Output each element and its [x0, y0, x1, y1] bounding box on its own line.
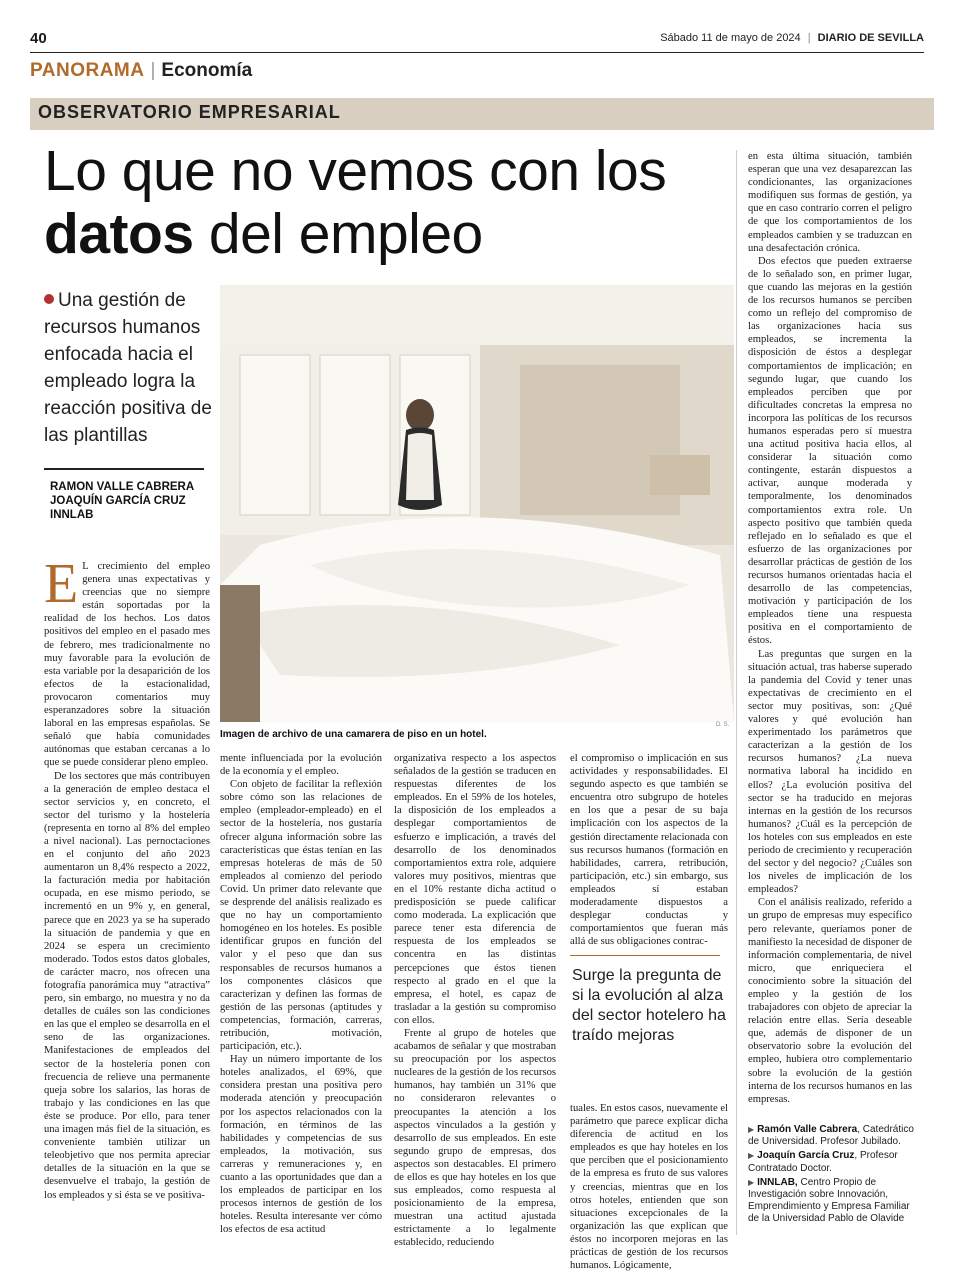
triangle-bullet-icon: ▶: [748, 1151, 755, 1161]
paragraph: mente influenciada por la evolución de la economía y el empleo.: [220, 753, 382, 778]
headline-part2: del empleo: [193, 202, 483, 266]
pull-quote: Surge la pregunta de si la evolución al alza del sector hotelero ha traído mejoras: [572, 967, 726, 1044]
column-3: [394, 752, 556, 1249]
drop-cap: E: [44, 553, 79, 615]
paragraph: Frente al grupo de hoteles que acabamos de señalar y que mostraban su preocupación por los aspectos nucleares de la gestión de los recursos humanos, hay también un 31% que no consideraron relevantes o preocupantes la atención a los aspectos vinculados a la gestión y desarrollo de sus empleados. En este segundo grupo de empresas, dos aspectos son destacables. El primero de ellos es que hay hoteles en los que sus empleados, como respuesta al posicionamiento de la empresa, muestran una actitud ajustada estrictamente a lo legalmente establecido, reduciendo: [394, 1027, 556, 1249]
deck-text: Una gestión de recursos humanos enfocada hacia el empleado logra la reacción positiva de las plantillas: [44, 290, 212, 446]
byline: [50, 480, 220, 522]
paragraph: Hay un número importante de los hoteles analizados, el 69%, que considera prestan una positiva pero moderada atención y preocupación por los aspectos relacionados con la formación, en términos de las habilidades y competencias de sus empleados, la motivación, sus carreras y remuneraciones y, en cuanto a las oportunidades que dan a los empleados de participar en los procesos internos de gestión de los hoteles. Resulta interesante ver cómo los efectos de esa actitud: [220, 1054, 382, 1236]
paragraph: tuales. En estos casos, nuevamente el parámetro que parece explicar dicha diferencia de actitud en los empleados es que hay hoteles en los que perciben que el posicionamiento de la empresa es fruto de sus valores y creencias, mientras que en los otros hoteles, entienden que son situaciones excepcionales de la organización las que explican que éstos no incorporen mejoras en las prácticas de gestión de los recursos humanos. Lógicamente,: [570, 1103, 728, 1272]
hotel-photo: [220, 285, 734, 722]
subsection-name: Economía: [161, 60, 253, 81]
author-note: [748, 1177, 916, 1226]
triangle-bullet-icon: ▶: [748, 1177, 755, 1187]
photo-credit: D. S.: [716, 722, 730, 728]
section-separator: |: [150, 60, 156, 81]
column-2: [220, 752, 382, 1242]
column-4-bottom: [570, 1102, 728, 1272]
paragraph: Con objeto de facilitar la reflexión sobre cómo son las relaciones de empleo (empleador-empleado) en el sector de la hostelería, nos gustaría ofrecer alguna información sobre las características que éstas tenían en las empresas hoteleras de más de 50 empleados al comienzo del periodo Covid. Un primer dato relevante que se desprende del análisis realizado es que no hay un comportamiento homogéneo en los hoteles. Es posible identificar grupos en función del valor y el peso que dan sus responsables de recursos humanos a los componentes clásicos que caracterizan y definen las formas de gestión de las personas (aptitudes y competencias, formación, carreras, retribución, motivación, participación, etc.).: [220, 779, 382, 1053]
triangle-bullet-icon: ▶: [748, 1125, 755, 1134]
column-4-top: [570, 752, 728, 947]
observatorio-band: [30, 98, 934, 130]
paragraph: organizativa respecto a los aspectos señalados de la gestión se traducen en respuestas diferentes de los empleados. En el 59% de los hoteles, la disposición de los empleados a desplegar comportamientos de esfuerzo e implicación, a través del desarrollo de los denominados comportamientos extra role, adquiere valores muy positivos, mientras que en el 10% restante dicha actitud o predisposición se puede calificar como moderada. La explicación que parece tener esta diferencia de respuesta de los empleados se concentra en las distintas percepciones que éstos tienen respecto al grado en el que la empresa, el hotel, es capaz de trasladar a la gestión su compromiso con ellos.: [394, 753, 556, 1026]
issue-date: Sábado 11 de mayo de 2024: [660, 32, 801, 44]
paragraph: [44, 553, 210, 770]
author-note: [748, 1150, 916, 1174]
byline-author-2: JOAQUÍN GARCÍA CRUZ: [50, 495, 186, 507]
author-note-text: , Catedrático de Universidad. Profesor Jubilado.: [748, 1124, 914, 1148]
author-note-text: , Profesor Contratado Doctor.: [748, 1150, 898, 1174]
deck: [44, 287, 214, 449]
author-note-name: INNLAB,: [757, 1176, 798, 1188]
column-divider: [736, 150, 737, 1235]
paragraph: en esta última situación, también esperan que una vez desaparezcan las condicionantes, las organizaciones modifiquen sus formas de gestión, ya que en caso contrario corren el peligro de que los comportamientos de los empleados cambien y se traduzcan en una desafectación crónica.: [748, 151, 912, 254]
section-header: [30, 60, 252, 82]
paragraph: Con el análisis realizado, referido a un grupo de empresas muy específico pero relevante, queríamos poner de manifiesto la necesidad de disponer de información complementaria, de nivel micro, que enriqueciera el conocimiento sobre la situación del empleo y la gestión de los trabajadores con objeto de apreciar la relación entre ellas. Sería deseable que, además de disponer de un observatorio sobre la evolución del empleo, hubiera otro complementario sobre la evolución de la gestión interna de los recursos humanos en las empresas.: [748, 897, 912, 1105]
photo-caption: Imagen de archivo de una camarera de piso en un hotel.: [220, 729, 487, 740]
paragraph-text: L crecimiento del empleo genera unas expectativas y creencias que no siempre están soportadas por la realidad de los hechos. Los datos positivos del empleo en el pasado mes de febrero, mes tradicionalmente no muy favorable para la evolución de esta variable por la desaparición de los efectos de la estacionalidad, provocaron comentarios muy esperanzadores sobre la situación laboral en las empresas españolas. Se señaló que había comunidades autónomas que estaban cercanas a lo que se puede considerar pleno empleo.: [44, 561, 210, 769]
author-note-name: Ramón Valle Cabrera: [757, 1124, 858, 1135]
section-name: PANORAMA: [30, 60, 145, 81]
column-5: [748, 150, 912, 1122]
author-note-text: Centro Propio de Investigación sobre Innovación, Emprendimiento y Empresa Familiar de la Universidad Pablo de Olavide: [748, 1176, 910, 1225]
byline-rule: [44, 468, 204, 470]
paragraph: De los sectores que más contribuyen a la generación de empleo destaca el sector servicios y, en concreto, el sector del turismo y la hostelería (representa en torno al 8% del empleo a nivel nacional). Las pernoctaciones en el conjunto del año 2023 aumentaron un 8,4% respecto a 2022, la facturación media por habitación ocupada, en ese mismo periodo, se incrementó en un 9% y, en general, parece que en 2023 ya se ha superado la situación de pandemia y que en 2024 se espera un crecimiento moderado. Todos estos datos globales, de carácter macro, nos ofrecen una fotografía panorámica muy “atractiva” pero, sin embargo, no muestra y no da detalles de cuáles son las condiciones en las que el empleo se desarrolla en el seno de las organizaciones. Manifestaciones de empleados del sector de la hostelería ponen con frecuencia de relieve una permanente queja sobre los salarios, las horas de trabajo y las condiciones en las que éste se produce. Por ello, para tener una imagen más fiel de la situación, es conveniente también utilizar un teleobjetivo que nos permita apreciar detalles de la situación en la que se desenvuelve el trabajo, la gestión de los empleados y si ésta se ve positiva-: [44, 770, 210, 1201]
bullet-dot-icon: [44, 294, 54, 304]
band-label: OBSERVATORIO EMPRESARIAL: [38, 102, 341, 122]
column-1: [44, 553, 210, 1240]
paragraph: Dos efectos que pueden extraerse de lo señalado son, en primer lugar, que cuando las mejoras en la gestión de los recursos humanos se perciben como un reflejo del compromiso de las organizaciones hacia sus empleados, se incrementa la disposición de éstos a desplegar comportamientos de implicación; en segundo lugar, que cuando los empleados perciben que por dificultades concretas la empresa no incorpora las políticas de los recursos humanos esperadas pero sí muestra una actitud positiva hacia ellos, al considerar la situación como contingente, estarán dispuestos a activar, aunque moderada y temporalmente, los denominados comportamientos extra role. Un aspecto positivo que también queda reflejado en lo señalado es que el esfuerzo de las organizaciones por desarrollar prácticas de gestión de los recursos humanos orientadas hacia el desarrollo de las competencias, motivación y participación de los empleados tiene una respuesta positiva en el comportamiento de éstos.: [748, 255, 912, 647]
headline-bold: datos: [44, 202, 194, 266]
byline-org: INNLAB: [50, 509, 94, 521]
headline: [44, 140, 724, 266]
masthead-separator: |: [807, 32, 811, 44]
pull-quote-rule: [570, 955, 720, 956]
photo-illustration: [220, 285, 734, 722]
page-number: 40: [30, 30, 47, 47]
headline-part1: Lo que no vemos con los: [44, 139, 667, 203]
newspaper-name: DIARIO DE SEVILLA: [817, 32, 924, 44]
top-rule: [30, 52, 924, 53]
byline-author-1: RAMON VALLE CABRERA: [50, 481, 195, 493]
paragraph: Las preguntas que surgen en la situación actual, tras haberse superado la pandemia del Covid y tener unas expectativas de crecimiento en el sector muy positivas, son: ¿Qué valores y qué evolución han experimentado los parámetros que caracterizan a la gestión de los recursos humanos? ¿La nueva normativa laboral ha incidido en ellos? ¿La evolución positiva del sector se ha traducido en mejoras internas en la gestión de los recursos humanos? ¿Cuál es la percepción de los hoteles con sus empleados en este periodo de crecimiento y recuperación del sector y del negocio? ¿Cuáles son los niveles de implicación de los empleados?: [748, 648, 912, 896]
author-note: [748, 1124, 916, 1148]
author-note-name: Joaquín García Cruz: [757, 1150, 855, 1162]
paragraph: el compromiso o implicación en sus actividades y responsabilidades. El segundo aspecto es que también se encuentra otro subgrupo de hoteles en los que a pesar de su baja implicación con los aspectos de la gestión directamente relacionada con sus recursos humanos (formación en habilidades, carrera, retribución, participación, etc.) sin embargo, sus empleados sí estaban moderadamente dispuestos a desplegar conductas y comportamientos que fueran más allá de sus obligaciones contrac-: [570, 753, 728, 948]
author-notes: [748, 1124, 916, 1228]
masthead: [660, 32, 924, 44]
